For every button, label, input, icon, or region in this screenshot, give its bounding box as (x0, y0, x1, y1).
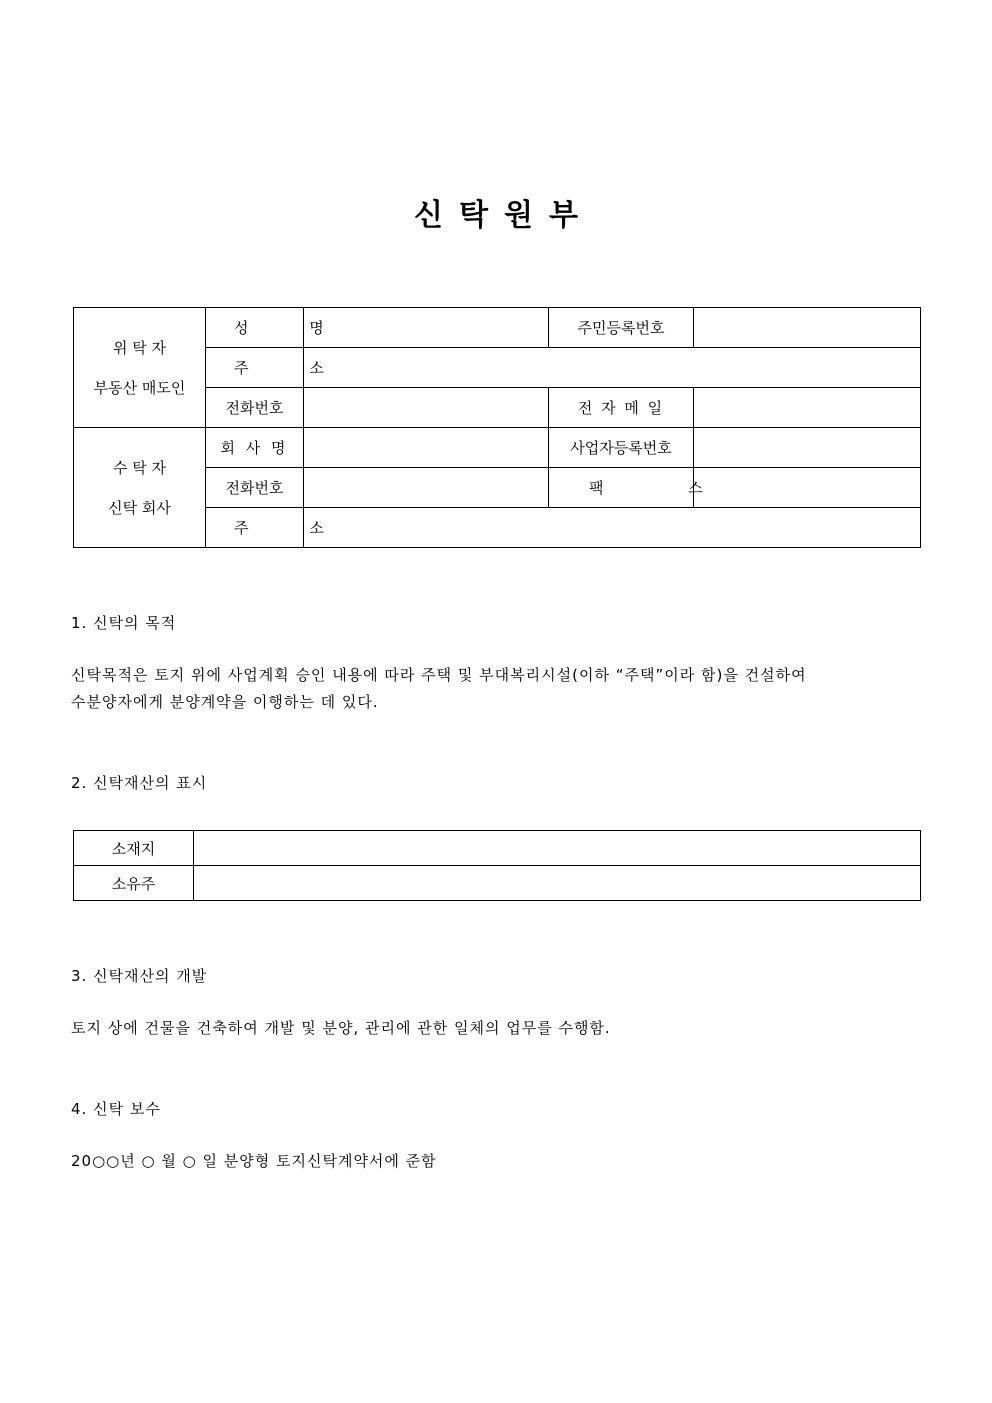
truster-group-cell (74, 308, 206, 428)
business-id-field[interactable] (694, 428, 921, 468)
section-1-line-2: 수분양자에게 분양계약을 이행하는 데 있다. (71, 693, 379, 711)
name-label: 성 명 (206, 308, 304, 348)
company-name-label: 회 사 명 (206, 428, 304, 468)
business-id-label: 사업자등록번호 (549, 428, 694, 468)
section-1-heading: 1. 신탁의 목적 (71, 614, 177, 632)
party-table (73, 307, 921, 548)
owner-label: 소유주 (74, 866, 194, 901)
email-field[interactable] (694, 388, 921, 428)
trustee-address-field[interactable] (304, 508, 921, 548)
trustee-phone-label: 전화번호 (206, 468, 304, 508)
section-3-body: 토지 상에 건물을 건축하여 개발 및 분양, 관리에 관한 일체의 업무를 수행함. (71, 1019, 611, 1037)
resident-id-field[interactable] (694, 308, 921, 348)
section-2-heading: 2. 신탁재산의 표시 (71, 774, 208, 792)
fax-label: 팩 스 (549, 468, 694, 508)
section-3-heading: 3. 신탁재산의 개발 (71, 967, 208, 985)
section-1-line-1: 신탁목적은 토지 위에 사업계획 승인 내용에 따라 주택 및 부대복리시설(이하 “주택”이라 함)을 건설하여 (71, 666, 807, 684)
section-1-body (71, 662, 921, 716)
trustee-subtitle: 신탁 회사 (108, 498, 171, 517)
trustee-group-cell (74, 428, 206, 548)
truster-phone-label: 전화번호 (206, 388, 304, 428)
trustee-title: 수 탁 자 (112, 458, 166, 477)
location-label: 소재지 (74, 831, 194, 866)
document-title: 신탁원부 (414, 198, 594, 233)
trustee-phone-field[interactable] (304, 468, 549, 508)
section-4-body: 20○○년 ○ 월 ○ 일 분양형 토지신탁계약서에 준함 (71, 1152, 437, 1170)
truster-subtitle: 부동산 매도인 (93, 378, 186, 397)
resident-id-label: 주민등록번호 (549, 308, 694, 348)
truster-address-label: 주 소 (206, 348, 304, 388)
company-name-field[interactable] (304, 428, 549, 468)
property-table (73, 830, 921, 901)
truster-title: 위 탁 자 (112, 338, 166, 357)
truster-address-field[interactable] (304, 348, 921, 388)
email-label: 전 자 메 일 (549, 388, 694, 428)
trustee-address-label: 주 소 (206, 508, 304, 548)
truster-phone-field[interactable] (304, 388, 549, 428)
location-field[interactable] (194, 831, 921, 866)
owner-field[interactable] (194, 866, 921, 901)
section-4-heading: 4. 신탁 보수 (71, 1100, 161, 1118)
